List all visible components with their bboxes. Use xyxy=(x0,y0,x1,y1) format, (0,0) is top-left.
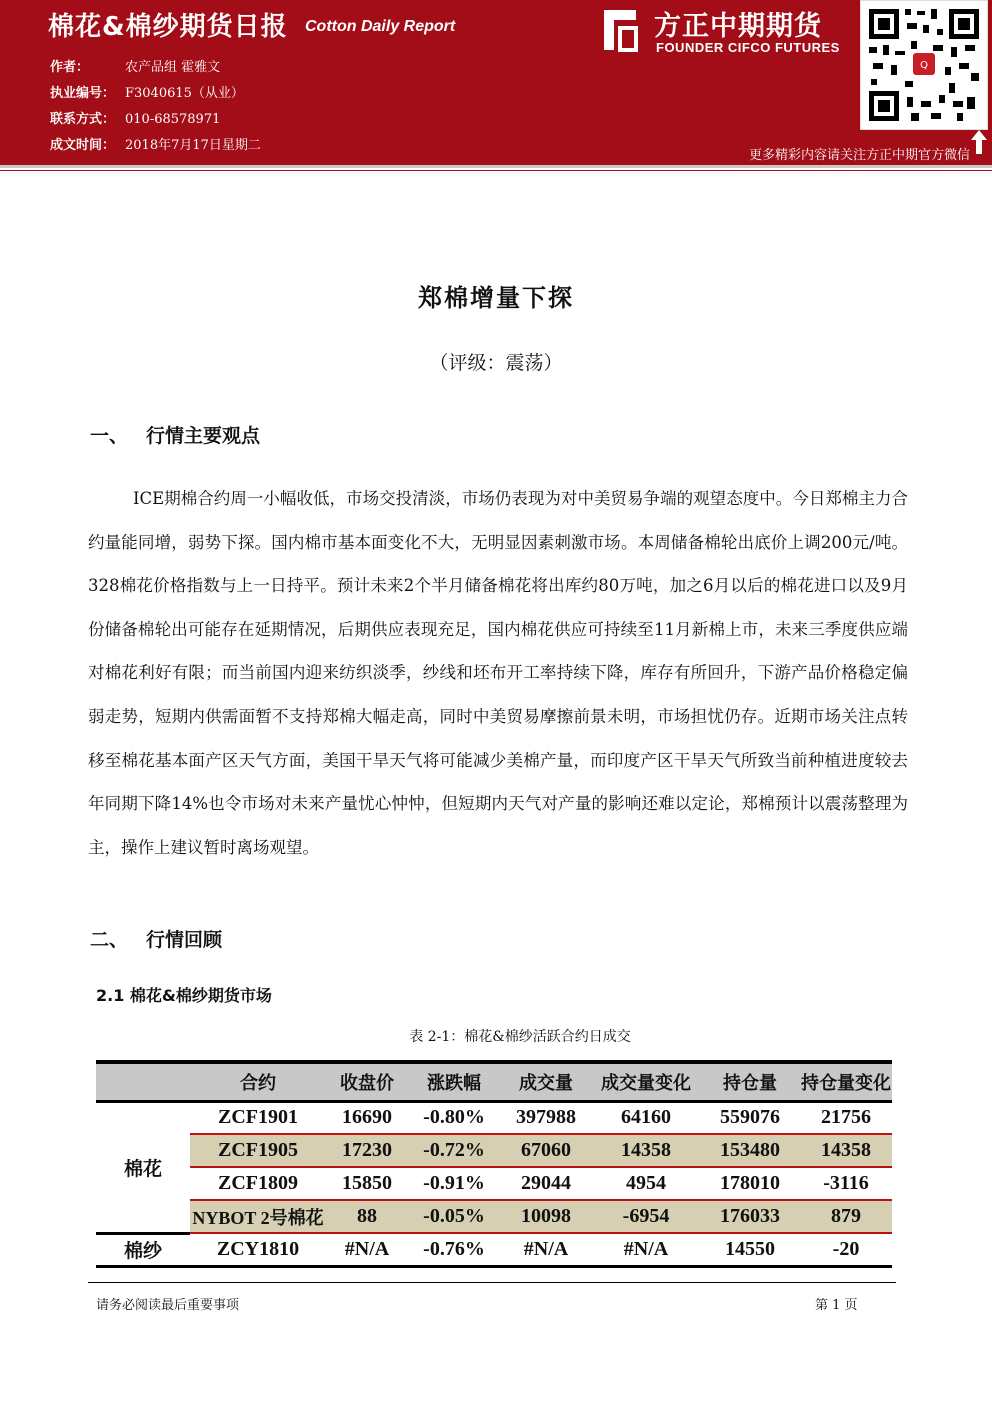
table-cell: ZCF1901 xyxy=(190,1101,326,1134)
header-cell: 持仓量变化 xyxy=(800,1062,892,1101)
section-heading-1 xyxy=(90,421,260,448)
body-paragraph xyxy=(88,477,908,869)
table-cell: NYBOT 2号棉花 xyxy=(190,1200,326,1233)
table-cell: ZCF1905 xyxy=(190,1134,326,1167)
table-cell: #N/A xyxy=(500,1233,592,1266)
meta-value: 010-68578971 xyxy=(125,112,221,127)
meta-contact xyxy=(50,108,220,127)
section-heading-2 xyxy=(90,925,222,952)
header-cell: 合约 xyxy=(190,1062,326,1101)
page-number: 第 1 页 xyxy=(815,1298,858,1313)
table-cell: 14358 xyxy=(592,1134,700,1167)
group-label-yarn: 棉纱 xyxy=(96,1233,190,1266)
meta-value: F3040615（从业） xyxy=(125,86,244,101)
paragraph-text: ICE期棉合约周一小幅收低，市场交投清淡，市场仍表现为对中美贸易争端的观望态度中。今日郑棉主力合约量能同增，弱势下探。国内棉市基本面变化不大，无明显因素刺激市场。本周储备棉轮出底价上调200元/吨。328棉花价格指数与上一日持平。预计未来2个半月储备棉花将出库约80万吨，加之6月以后的棉花进口以及9月份储备棉轮出可能存在延期情况，后期供应表现充足，国内棉花供应可持续至11月新棉上市，未来三季度供应端对棉花利好有限；而当前国内迎来纺织淡季，纱线和坯布开工率持续下降，库存有所回升，下游产品价格稳定偏弱走势，短期内供需面暂不支持郑棉大幅走高，同时中美贸易摩擦前景未明，市场担忧仍存。近期市场关注点转移至棉花基本面产区天气方面，美国干旱天气将可能减少美棉产量，而印度产区干旱天气所致当前种植进度较去年同期下降14%也令市场对未来产量忧心忡忡，但短期内天气对产量的影响还难以定论，郑棉预计以震荡整理为主，操作上建议暂时离场观望。 xyxy=(88,489,908,857)
header-cell: 持仓量 xyxy=(700,1062,800,1101)
meta-label: 联系方式： xyxy=(50,112,116,127)
section-title: 行情主要观点 xyxy=(146,425,261,447)
table-cell: 10098 xyxy=(500,1200,592,1233)
footer-divider xyxy=(88,1282,896,1283)
table-cell: 64160 xyxy=(592,1101,700,1134)
table-cell: 559076 xyxy=(700,1101,800,1134)
meta-value: 农产品组 霍雅文 xyxy=(125,60,221,75)
meta-label: 执业编号： xyxy=(50,86,116,101)
table-cell: 67060 xyxy=(500,1134,592,1167)
meta-license xyxy=(50,82,244,101)
table-row xyxy=(96,1167,892,1200)
table-cell: -0.05% xyxy=(408,1200,500,1233)
meta-value: 2018年7月17日星期二 xyxy=(125,138,261,153)
meta-date xyxy=(50,134,261,153)
table-cell: -0.91% xyxy=(408,1167,500,1200)
header-cell: 成交量 xyxy=(500,1062,592,1101)
meta-label: 作者： xyxy=(50,60,90,75)
logo-text-en: FOUNDER CIFCO FUTURES xyxy=(656,40,840,55)
table-cell: -0.72% xyxy=(408,1134,500,1167)
table-cell: 397988 xyxy=(500,1101,592,1134)
table-row xyxy=(96,1101,892,1134)
table-header-row xyxy=(96,1062,892,1101)
table-cell: 14550 xyxy=(700,1233,800,1266)
section-title: 行情回顾 xyxy=(146,929,223,951)
follow-wechat-text: 更多精彩内容请关注方正中期官方微信 xyxy=(748,148,970,163)
header-cell: 收盘价 xyxy=(326,1062,408,1101)
table-cell: 178010 xyxy=(700,1167,800,1200)
header-divider xyxy=(0,165,992,168)
doc-rating: （评级：震荡） xyxy=(429,352,563,374)
table-cell: ZCF1809 xyxy=(190,1167,326,1200)
table-cell: -20 xyxy=(800,1233,892,1266)
table-cell: -0.76% xyxy=(408,1233,500,1266)
report-title: 棉花&棉纱期货日报 xyxy=(48,12,288,42)
qr-code-icon[interactable] xyxy=(860,0,988,130)
table-caption: 表 2-1：棉花&棉纱活跃合约日成交 xyxy=(409,1029,631,1045)
arrow-up-icon xyxy=(970,128,988,156)
meta-author xyxy=(50,56,220,75)
table-cell: 17230 xyxy=(326,1134,408,1167)
logo-text-cn: 方正中期期货 xyxy=(654,11,822,42)
table-cell: 88 xyxy=(326,1200,408,1233)
table-cell: #N/A xyxy=(326,1233,408,1266)
table-row xyxy=(96,1233,892,1266)
table-cell: 16690 xyxy=(326,1101,408,1134)
report-subtitle: Cotton Daily Report xyxy=(305,18,456,35)
footer-disclaimer: 请务必阅读最后重要事项 xyxy=(96,1298,240,1313)
table-cell: 879 xyxy=(800,1200,892,1233)
table-cell: #N/A xyxy=(592,1233,700,1266)
table-cell: 14358 xyxy=(800,1134,892,1167)
futures-table xyxy=(96,1060,892,1268)
table-cell: 29044 xyxy=(500,1167,592,1200)
table-cell: 15850 xyxy=(326,1167,408,1200)
report-header xyxy=(0,0,992,165)
header-cell: 涨跌幅 xyxy=(408,1062,500,1101)
group-label-cotton: 棉花 xyxy=(96,1101,190,1233)
table-cell: 153480 xyxy=(700,1134,800,1167)
doc-title: 郑棉增量下探 xyxy=(418,283,574,312)
svg-text:Q: Q xyxy=(920,60,928,71)
table-row xyxy=(96,1200,892,1233)
table-cell: -0.80% xyxy=(408,1101,500,1134)
table-cell: -3116 xyxy=(800,1167,892,1200)
table-row xyxy=(96,1134,892,1167)
section-number: 二、 xyxy=(90,929,129,951)
table-cell: 21756 xyxy=(800,1101,892,1134)
header-cell: 成交量变化 xyxy=(592,1062,700,1101)
section-number: 一、 xyxy=(90,425,129,447)
founder-logo-icon xyxy=(600,6,640,54)
table-cell: -6954 xyxy=(592,1200,700,1233)
table-cell: 4954 xyxy=(592,1167,700,1200)
header-cell-blank xyxy=(96,1062,190,1101)
table-cell: 176033 xyxy=(700,1200,800,1233)
header-divider-thin xyxy=(0,170,992,171)
subsection-heading: 2.1 棉花&棉纱期货市场 xyxy=(96,986,272,1005)
table-cell: ZCY1810 xyxy=(190,1233,326,1266)
meta-label: 成文时间： xyxy=(50,138,116,153)
